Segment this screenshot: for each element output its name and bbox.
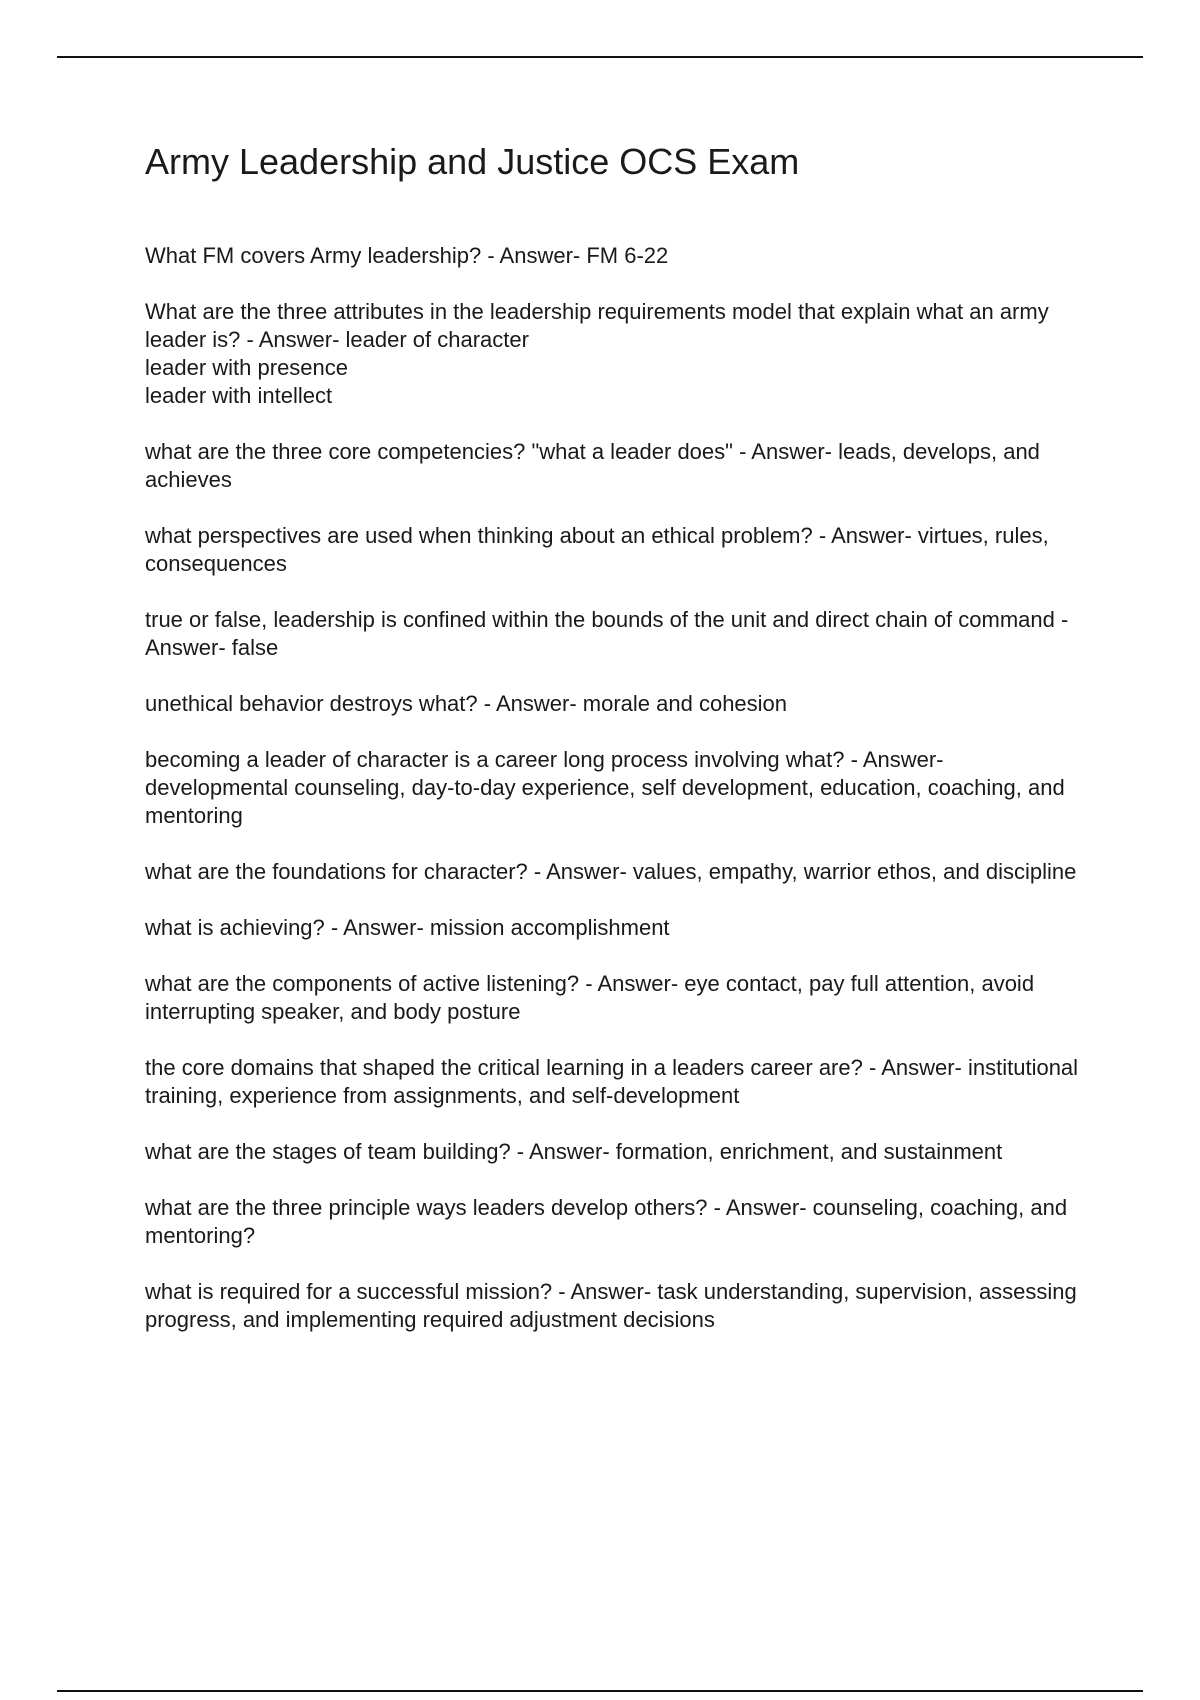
qa-item-10: what are the components of active listening? - Answer- eye contact, pay full attention, avoid interrupting speaker, and body posture — [145, 971, 1035, 1024]
qa-item-2: What are the three attributes in the leadership requirements model that explain what an army leader is? - Answer- leader of character leader with presence leader with intellect — [145, 299, 1049, 408]
qa-item-1: What FM covers Army leadership? - Answer- FM 6-22 — [145, 243, 669, 268]
qa-item-7: becoming a leader of character is a career long process involving what? - Answer- developmental counseling, day-to-day experience, self development, education, coaching, and mentoring — [145, 747, 1065, 828]
qa-item-8: what are the foundations for character? - Answer- values, empathy, warrior ethos, and discipline — [145, 859, 1077, 884]
top-rule — [57, 56, 1143, 58]
qa-list — [145, 242, 1090, 1362]
bottom-rule — [57, 1690, 1143, 1692]
qa-item-6: unethical behavior destroys what? - Answer- morale and cohesion — [145, 691, 788, 716]
qa-item-13: what are the three principle ways leaders develop others? - Answer- counseling, coaching, and mentoring? — [145, 1195, 1068, 1248]
qa-item-4: what perspectives are used when thinking about an ethical problem? - Answer- virtues, rules, consequences — [145, 523, 1049, 576]
qa-item-11: the core domains that shaped the critical learning in a leaders career are? - Answer- institutional training, experience from assignments, and self-development — [145, 1055, 1079, 1108]
qa-item-12: what are the stages of team building? - Answer- formation, enrichment, and sustainment — [145, 1139, 1003, 1164]
document-title: Army Leadership and Justice OCS Exam — [145, 141, 800, 182]
qa-item-5: true or false, leadership is confined within the bounds of the unit and direct chain of command - Answer- false — [145, 607, 1069, 660]
qa-item-3: what are the three core competencies? "what a leader does" - Answer- leads, develops, and achieves — [145, 439, 1040, 492]
qa-item-9: what is achieving? - Answer- mission accomplishment — [145, 915, 670, 940]
qa-item-14: what is required for a successful mission? - Answer- task understanding, supervision, assessing progress, and implementing required adjustment decisions — [145, 1279, 1077, 1332]
